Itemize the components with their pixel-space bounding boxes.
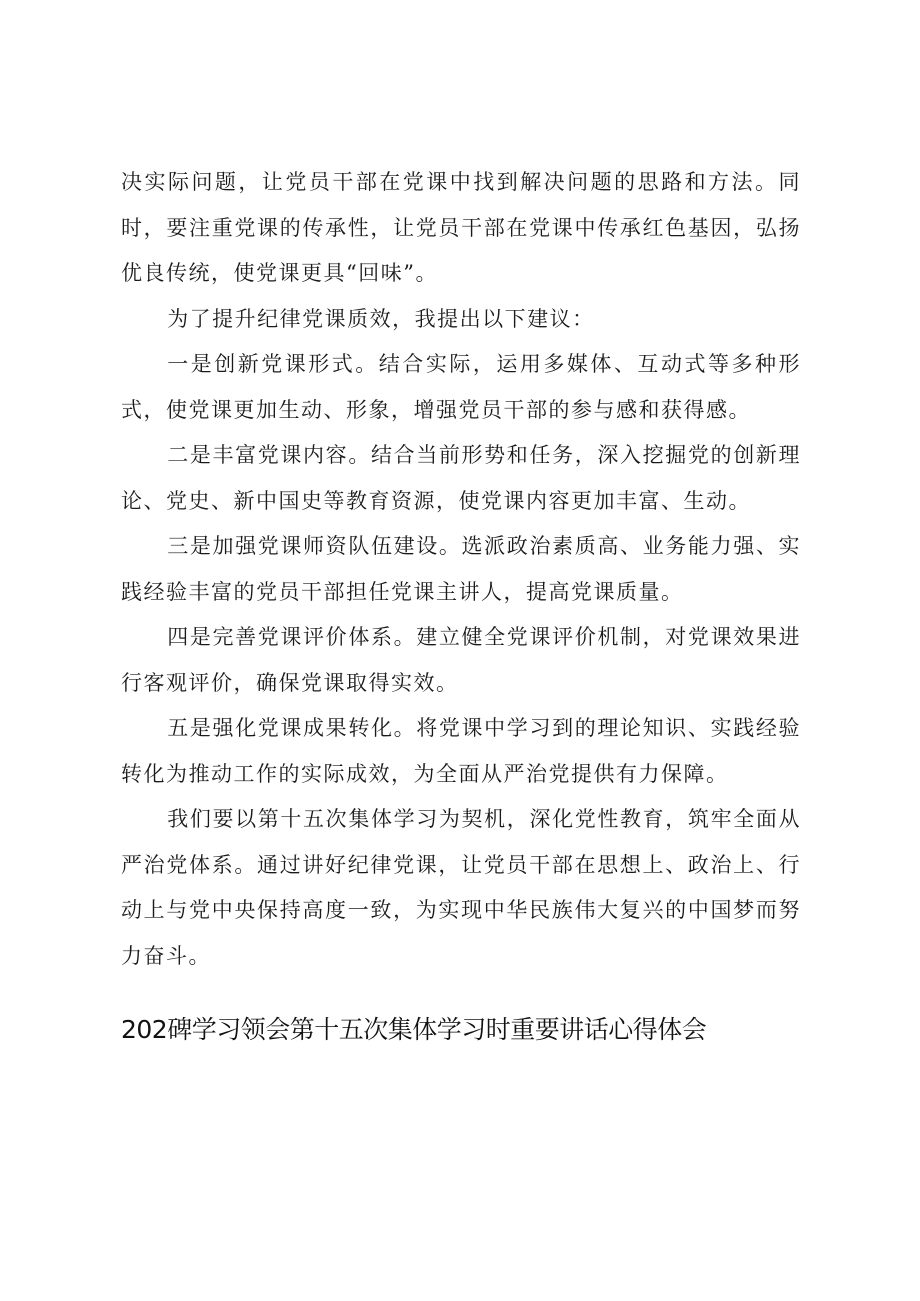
document-body [121,160,801,979]
paragraph-suggestion-5: 五是强化党课成果转化。将党课中学习到的理论知识、实践经验转化为推动工作的实际成效，为全面从严治党提供有力保障。 [121,716,801,786]
paragraph-suggestion-4: 四是完善党课评价体系。建立健全党课评价机制，对党课效果进行客观评价，确保党课取得实效。 [121,625,801,695]
paragraph-conclusion: 我们要以第十五次集体学习为契机，深化党性教育，筑牢全面从严治党体系。通过讲好纪律党课，让党员干部在思想上、政治上、行动上与党中央保持高度一致，为实现中华民族伟大复兴的中国梦而努力奋斗。 [121,807,801,968]
paragraph-suggestion-2: 二是丰富党课内容。结合当前形势和任务，深入挖掘党的创新理论、党史、新中国史等教育资源，使党课内容更加丰富、生动。 [121,443,801,513]
paragraph-continuation: 决实际问题，让党员干部在党课中找到解决问题的思路和方法。同时，要注重党课的传承性，让党员干部在党课中传承红色基因，弘扬优良传统，使党课更具“回味”。 [121,170,801,285]
paragraph-suggestion-1: 一是创新党课形式。结合实际，运用多媒体、互动式等多种形式，使党课更加生动、形象，增强党员干部的参与感和获得感。 [121,352,801,422]
paragraph-suggestion-3: 三是加强党课师资队伍建设。选派政治素质高、业务能力强、实践经验丰富的党员干部担任党课主讲人，提高党课质量。 [121,534,801,604]
section-heading: 202碑学习领会第十五次集体学习时重要讲话心得体会 [121,1015,707,1044]
paragraph-suggestions-intro: 为了提升纪律党课质效，我提出以下建议： [167,306,595,331]
